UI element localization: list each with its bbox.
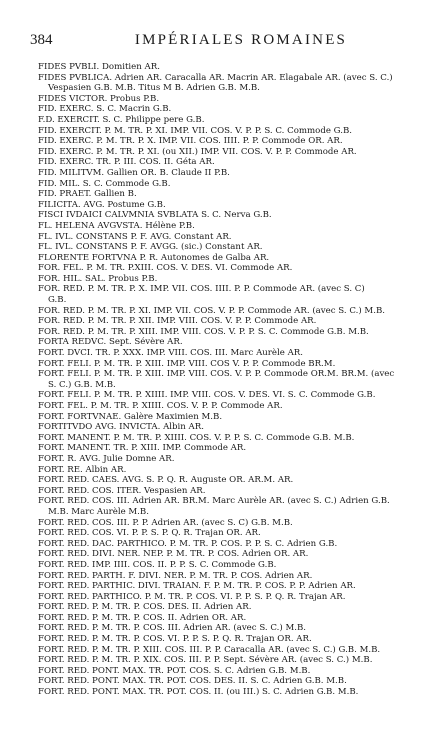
legend-entry: FORT. RED. DIVI. NER. NEP. P. M. TR. P. COS. Adrien OR. AR.	[38, 549, 309, 560]
page-header	[30, 32, 422, 52]
legend-entry: FORT. MANENT. TR. P. XIII. IMP. Commode AR.	[38, 443, 247, 454]
legend-entry: FOR. RED. P. M. TR. P. XIII. IMP. VIII. COS. V. P. P. S. C. Commode G.B. M.B.	[38, 326, 369, 337]
legend-entry: FISCI IVDAICI CALVMNIA SVBLATA S. C. Nerva G.B.	[38, 210, 272, 221]
legend-entry: FORT. RED. COS. VI. P. P. S. P. Q. R. Trajan OR. AR.	[38, 528, 261, 539]
legend-entry: FORT. FELI. P. M. TR. P. XIIII. IMP. VIII. COS. V. DES. VI. S. C. Commode G.B.	[38, 390, 376, 401]
legend-entry: FORT. FEL. P. M. TR. P. XIIII. COS. V. P. P. Commode AR.	[38, 401, 283, 411]
legend-entry: FID. MILITVM. Gallien OR. B. Claude II P.B.	[38, 167, 230, 178]
legend-entry: FORT. R. AVG. Julie Domne AR.	[38, 453, 175, 464]
legend-entry: FID. PRAET. Gallien B.	[38, 189, 137, 200]
legend-entry: FIDES VICTOR. Probus P.B.	[38, 93, 160, 104]
legend-entry: FL. IVL. CONSTANS P. F. AVG. Constant AR.	[38, 231, 232, 242]
legend-entry: FORT. RED. COS. III. P. P. Adrien AR. (avec S. C) G.B. M.B.	[38, 517, 293, 528]
legend-entry: FID. EXERC. TR. P. III. COS. II. Géta AR.	[38, 157, 215, 168]
entry-continuation: G.B.	[48, 295, 67, 306]
legend-entry: FORT. FELI. P. M. TR. P. XIII. IMP. VIII. COS. V. P. P. Commode OR.M. BR.M. (avec	[38, 369, 395, 380]
legend-entry: FILICITA. AVG. Postume G.B.	[38, 199, 166, 210]
legend-entry: FL. HELENA AVGVSTA. Hélène P.B.	[38, 220, 195, 231]
legend-entry: F.D. EXERCIT. S. C. Philippe pere G.B.	[38, 114, 205, 125]
legend-entry: FID. EXERCIT. P. M. TR. P. XI. IMP. VII. COS. V. P. P. S. C. Commode G.B.	[38, 125, 352, 136]
running-title: IMPÉRIALES ROMAINES	[134, 32, 348, 48]
legend-entry: FIDES PVBLICA. Adrien AR. Caracalla AR. Macrin AR. Elagabale AR. (avec S. C.)	[38, 72, 393, 83]
legend-entry: FORT. RED. CAES. AVG. S. P. Q. R. Auguste OR. AR.M. AR.	[38, 475, 294, 486]
legend-entry: FORT. RED. P. M. TR. P. COS. II. Adrien OR. AR.	[38, 612, 247, 623]
legend-entry: FORT. RED. P. M. TR. P. XIII. COS. III. P. P. Caracalla AR. (avec S. C.) G.B. M.B.	[38, 644, 381, 655]
legend-entry: FORT. RED. PONT. MAX. TR. POT. COS. II. (ou III.) S. C. Adrien G.B. M.B.	[38, 687, 359, 698]
legend-entry: FORT. RE. Albin AR.	[38, 464, 127, 475]
legend-entry: FID. EXERC. S. C. Macrin G.B.	[38, 104, 172, 115]
legend-entry: FORT. FELI. P. M. TR. P. XIII. IMP. VIII. COS V. P. P. Commode BR.M.	[38, 358, 336, 369]
legend-entry: FORT. RED. PARTHICO. P. M. TR. P. COS. VI. P. P. S. P. Q. R. Trajan AR.	[38, 591, 346, 602]
legend-entry: FOR. RED. P. M. TR. P. XI. IMP. VII. COS. V. P. P. Commode AR. (avec S. C.) M.B.	[38, 305, 385, 316]
page-number: 384	[30, 32, 53, 48]
legend-entry: FID. EXERC. P. M. TR. P. XI. (ou XII.) IMP. VII. COS. V. P. P. Commode AR.	[38, 146, 357, 157]
legend-entry: FORT. RED. COS. III. Adrien AR. BR.M. Marc Aurèle AR. (avec S. C.) Adrien G.B.	[38, 496, 390, 507]
legend-entry: FID. MIL. S. C. Commode G.B.	[38, 178, 171, 189]
legend-entry: FOR. FEL. P. M. TR. P.XIII. COS. V. DES. VI. Commode AR.	[38, 263, 293, 274]
legend-entry: FOR. RED. P. M. TR. P. X. IMP. VII. COS. IIII. P. P. Commode AR. (avec S. C)	[38, 284, 365, 295]
legend-entry: FL. IVL. CONSTANS P. F. AVGG. (sic.) Constant AR.	[38, 242, 263, 253]
legend-entry: FORT. MANENT. P. M. TR. P. XIIII. COS. V. P. P. S. C. Commode G.B. M.B.	[38, 432, 355, 443]
legend-entry: FLORENTE FORTVNA P. R. Autonomes de Galba AR.	[38, 252, 270, 263]
legend-entry: FORT. RED. P. M. TR. P. COS. III. Adrien AR. (avec S. C.) M.B.	[38, 623, 307, 634]
entry-continuation: M.B. Marc Aurèle M.B.	[48, 506, 149, 517]
entry-continuation: Vespasien G.B. M.B. Titus M B. Adrien G.B. M.B.	[48, 83, 260, 94]
legend-entry: FORT. RED. PARTHIC. DIVI. TRAIAN. F. P. M. TR. P. COS. P. P. Adrien AR.	[38, 581, 356, 592]
legend-entry: FID. EXERC. P. M. TR. P. X. IMP. VII. COS. IIII. P. P. Commode OR. AR.	[38, 136, 343, 147]
legend-entry: FORT. RED. P. M. TR. P. XIX. COS. III. P. P. Sept. Sévère AR. (avec S. C.) M.B.	[38, 655, 373, 666]
legend-entry: FOR. RED. P. M. TR. P. XII. IMP. VIII. COS. V. P. P. Commode AR.	[38, 316, 317, 327]
legend-entry: FOR. HIL. SAL. Probus P.B.	[38, 273, 158, 284]
legend-entry: FORT. DVCI. TR. P. XXX. IMP. VIII. COS. III. Marc Aurèle AR.	[38, 348, 303, 359]
legend-entry: FORTITVDO AVG. INVICTA. Albin AR.	[38, 422, 204, 433]
legend-entry: FORT. RED. P. M. TR. P. COS. VI. P. P. S. P. Q. R. Trajan OR. AR.	[38, 634, 312, 645]
legend-entry: FIDES PVBLI. Domitien AR.	[38, 62, 160, 72]
legend-entry: FORT. RED. PONT. MAX. TR. POT. COS. S. C. Adrien G.B. M.B.	[38, 665, 311, 676]
legend-index-list	[38, 62, 438, 698]
legend-entry: FORTA REDVC. Sept. Sévère AR.	[38, 337, 183, 348]
legend-entry: FORT. FORTVNAE. Galère Maximien M.B.	[38, 411, 223, 422]
legend-entry: FORT. RED. COS. ITER. Vespasien AR.	[38, 485, 206, 496]
legend-entry: FORT. RED. P. M. TR. P. COS. DES. II. Adrien AR.	[38, 602, 252, 613]
legend-entry: FORT. RED. IMP. IIII. COS. II. P. P. S. C. Commode G.B.	[38, 559, 277, 570]
legend-entry: FORT. RED. PONT. MAX. TR. POT. COS. DES. II. S. C. Adrien G.B. M.B.	[38, 676, 347, 687]
entry-continuation: S. C.) G.B. M.B.	[48, 379, 116, 390]
legend-entry: FORT. RED. DAC. PARTHICO. P. M. TR. P. COS. P. P. S. C. Adrien G.B.	[38, 538, 338, 549]
legend-entry: FORT. RED. PARTH. F. DIVI. NER. P. M. TR. P. COS. Adrien AR.	[38, 570, 313, 581]
